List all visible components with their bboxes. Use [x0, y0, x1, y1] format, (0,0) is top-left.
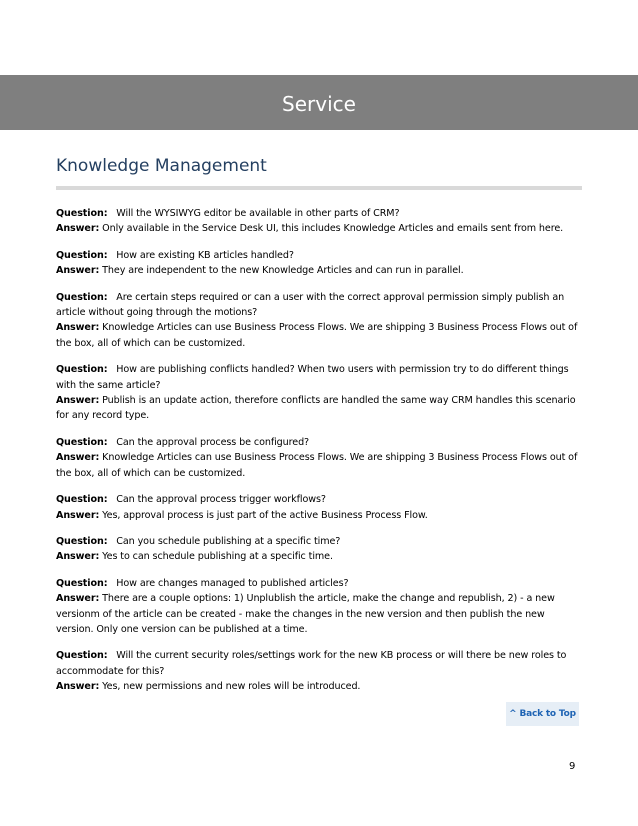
answer-text: Yes, new permissions and new roles will be introduced. [102, 681, 361, 693]
faq-question [56, 435, 584, 450]
answer-text: Publish is an update action, therefore conflicts are handled the same way CRM handles this scenario for any record type. [56, 395, 576, 422]
question-text: How are publishing conflicts handled? When two users with permission try to do different things with the same article? [56, 364, 569, 391]
faq-item [56, 648, 584, 694]
answer-label: Answer: [56, 593, 100, 605]
faq-answer [56, 508, 584, 523]
faq-item [56, 290, 584, 352]
faq-question [56, 534, 584, 549]
page-title: Service [282, 92, 356, 116]
question-text: Can you schedule publishing at a specific time? [116, 535, 341, 547]
question-label: Question: [56, 208, 108, 219]
question-text: Are certain steps required or can a user with the correct approval permission simply publish an article without going through the motions? [56, 291, 565, 319]
faq-item [56, 534, 584, 565]
faq-item [56, 576, 584, 638]
answer-label: Answer: [56, 509, 100, 521]
answer-text: They are independent to the new Knowledge Articles and can run in parallel. [102, 265, 464, 277]
faq-item [56, 435, 584, 481]
page-number: 9 [569, 761, 576, 772]
question-label: Question: [56, 650, 108, 662]
answer-label: Answer: [56, 223, 100, 235]
faq-item [56, 492, 584, 523]
answer-text: Knowledge Articles can use Business Process Flows. We are shipping 3 Business Process Flows out of the box, all of which can be customized. [56, 452, 578, 479]
question-text: Can the approval process be configured? [116, 436, 310, 448]
faq-question [56, 248, 584, 263]
answer-label: Answer: [56, 551, 100, 563]
answer-label: Answer: [56, 265, 100, 277]
faq-question [56, 290, 584, 321]
header-banner [0, 75, 638, 130]
answer-text: Yes, approval process is just part of the active Business Process Flow. [102, 509, 428, 521]
back-to-top-button[interactable]: ^ Back to Top [506, 702, 579, 726]
question-label: Question: [56, 535, 108, 547]
faq-question [56, 492, 584, 507]
faq-answer [56, 450, 584, 481]
answer-label: Answer: [56, 322, 100, 334]
question-label: Question: [56, 249, 108, 261]
faq-question [56, 648, 584, 679]
faq-answer [56, 320, 584, 351]
answer-label: Answer: [56, 452, 100, 464]
faq-question [56, 576, 584, 591]
faq-question [56, 362, 584, 393]
question-label: Question: [56, 436, 108, 448]
faq-answer [56, 549, 584, 564]
section-title: Knowledge Management [56, 156, 267, 176]
section-divider [56, 186, 582, 190]
faq-item [56, 206, 584, 237]
faq-answer [56, 221, 584, 236]
faq-answer [56, 591, 584, 637]
question-text: How are changes managed to published articles? [116, 577, 349, 589]
question-text: How are existing KB articles handled? [116, 249, 294, 261]
question-text: Can the approval process trigger workflows? [116, 494, 326, 506]
question-text: Will the current security roles/settings work for the new KB process or will there be new roles to accommodate for this? [56, 650, 567, 677]
answer-text: Yes to can schedule publishing at a specific time. [102, 551, 333, 563]
answer-label: Answer: [56, 395, 100, 407]
question-label: Question: [56, 577, 108, 589]
faq-list [56, 206, 584, 706]
faq-question [56, 206, 584, 221]
faq-answer [56, 393, 584, 424]
faq-answer [56, 679, 584, 694]
answer-text: Knowledge Articles can use Business Process Flows. We are shipping 3 Business Process Flows out of the box, all of which can be customized. [56, 322, 578, 349]
question-label: Question: [56, 494, 108, 506]
question-label: Question: [56, 291, 108, 303]
question-label: Question: [56, 364, 108, 376]
faq-item [56, 362, 584, 424]
answer-text: There are a couple options: 1) Unplublish the article, make the change and republish, 2) - a new versionm of the article can be created - make the changes in the new version and then publish the new version. Only one version can be published at a time. [56, 593, 555, 635]
answer-label: Answer: [56, 681, 100, 693]
answer-text: Only available in the Service Desk UI, this includes Knowledge Articles and emails sent from here. [102, 223, 564, 235]
faq-item [56, 248, 584, 279]
faq-answer [56, 263, 584, 278]
question-text: Will the WYSIWYG editor be available in other parts of CRM? [116, 208, 400, 219]
